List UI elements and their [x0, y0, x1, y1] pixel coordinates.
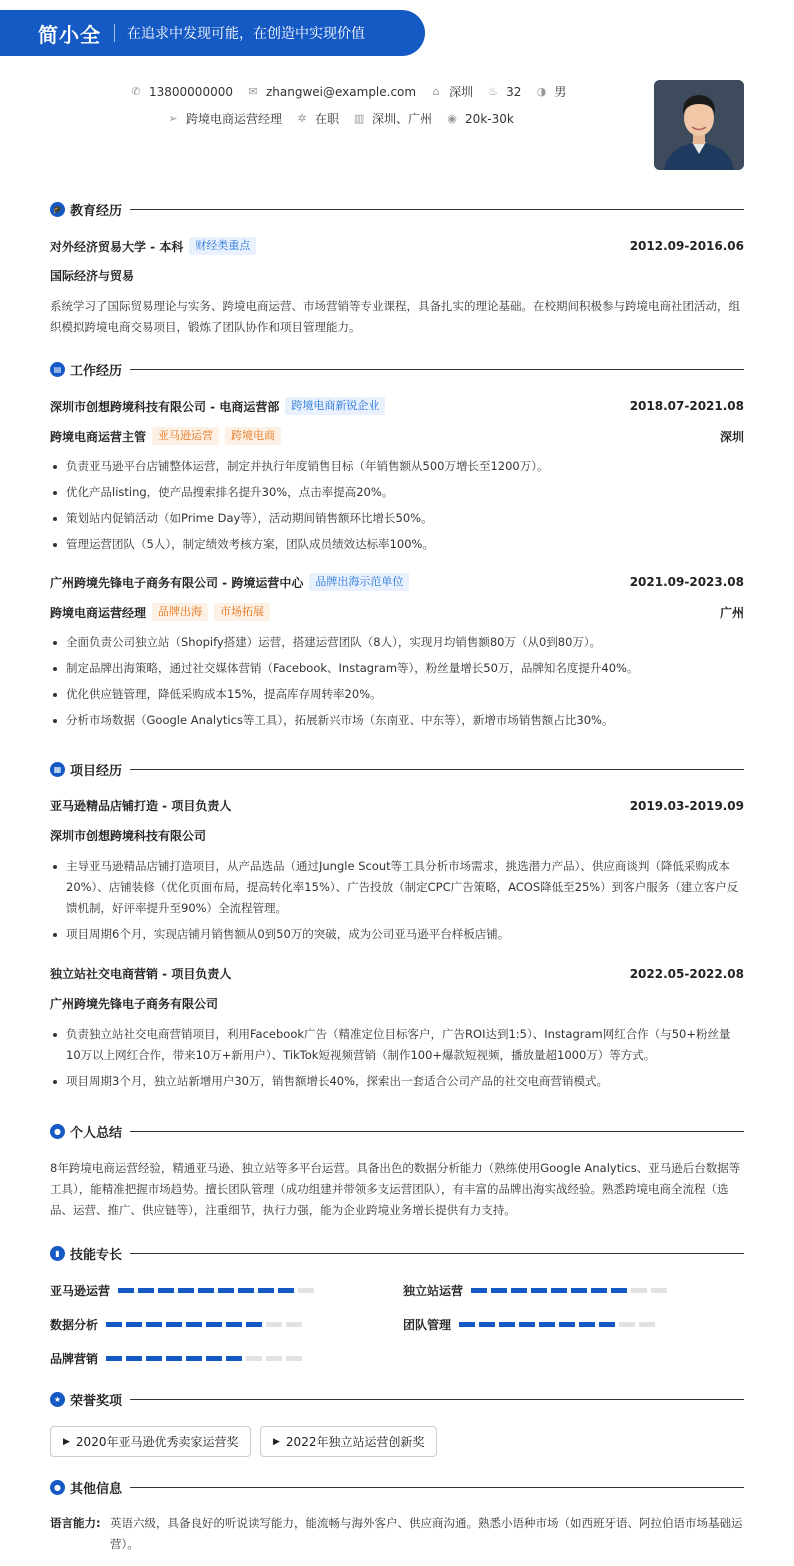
list-item: 项目周期6个月，实现店铺月销售额从0到50万的突破，成为公司亚马逊平台样板店铺。 — [50, 924, 744, 945]
gear-icon: ✲ — [297, 112, 307, 125]
skill-segment-empty — [631, 1288, 647, 1293]
list-item: 策划站内促销活动（如Prime Day等），活动期间销售额环比增长50%。 — [50, 508, 744, 529]
section-divider — [130, 369, 744, 370]
skill-segment-filled — [206, 1322, 222, 1327]
project-2-bullets — [50, 1024, 744, 1097]
medal-icon: ★ — [50, 1392, 65, 1407]
major: 国际经济与贸易 — [50, 269, 135, 283]
language-label: 语言能力: — [50, 1516, 101, 1530]
award-card: ▶ 2022年独立站运营创新奖 — [260, 1426, 437, 1457]
avatar — [654, 80, 744, 170]
list-item: 优化供应链管理，降低采购成本15%，提高库存周转率20%。 — [50, 684, 744, 705]
major-row — [50, 267, 744, 284]
skill-segment-filled — [471, 1288, 487, 1293]
work-2-bullets — [50, 632, 744, 736]
section-work: ▤ 工作经历 — [50, 359, 744, 379]
skill-segment-filled — [258, 1288, 274, 1293]
skill-segment-filled — [126, 1356, 142, 1361]
skill-segment-empty — [266, 1356, 282, 1361]
skill-segment-filled — [519, 1322, 535, 1327]
city-item: ⌂ 深圳 — [430, 83, 473, 100]
list-item: 分析市场数据（Google Analytics等工具），拓展新兴市场（东南亚、中东等），新增市场销售额占比30%。 — [50, 710, 744, 731]
list-item: 项目周期3个月，独立站新增用户30万，销售额增长40%，探索出一套适合公司产品的社交电商营销模式。 — [50, 1071, 744, 1092]
building-icon: ▥ — [353, 112, 365, 125]
project-1-company-row: 深圳市创想跨境科技有限公司 — [50, 829, 207, 843]
skill-row: 团队管理 — [403, 1316, 659, 1333]
contact-row-2 — [167, 110, 528, 127]
skill-level-bar — [106, 1322, 306, 1327]
graduation-cap-icon: 🎓 — [50, 202, 65, 217]
skill-segment-empty — [246, 1356, 262, 1361]
skill-segment-filled — [479, 1322, 495, 1327]
skill-row: 数据分析 — [50, 1316, 306, 1333]
education-description: 系统学习了国际贸易理论与实务、跨境电商运营、市场营销等专业课程，具备扎实的理论基础。在校期间积极参与跨境电商社团活动，组织模拟跨境电商交易项目，锻炼了团队协作和项目管理能力。 — [50, 299, 740, 334]
education-header-row — [50, 237, 744, 255]
skill-segment-filled — [186, 1322, 202, 1327]
skill-segment-filled — [599, 1322, 615, 1327]
phone-item: ✆ 13800000000 — [131, 84, 233, 99]
language-row — [50, 1513, 744, 1555]
skill-segment-filled — [198, 1288, 214, 1293]
work-2-role-row: 跨境电商运营经理 品牌出海 市场拓展 广州 — [50, 605, 744, 620]
skill-level-bar — [459, 1322, 659, 1327]
skill-segment-filled — [238, 1288, 254, 1293]
skill-segment-filled — [459, 1322, 475, 1327]
skill-segment-filled — [146, 1322, 162, 1327]
cake-icon: ♨ — [488, 85, 499, 98]
user-icon: ● — [50, 1480, 65, 1495]
skill-segment-filled — [611, 1288, 627, 1293]
list-item: 制定品牌出海策略，通过社交媒体营销（Facebook、Instagram等），粉丝量增长50万，品牌知名度提升40%。 — [50, 658, 744, 679]
skill-row: 品牌营销 — [50, 1350, 306, 1367]
skill-segment-filled — [246, 1322, 262, 1327]
skill-segment-filled — [591, 1288, 607, 1293]
award-card: ▶ 2020年亚马逊优秀卖家运营奖 — [50, 1426, 251, 1457]
skill-segment-filled — [226, 1322, 242, 1327]
education-date: 2012.09-2016.06 — [629, 239, 744, 253]
candidate-motto: 在追求中发现可能，在创造中实现价值 — [127, 26, 365, 42]
skill-segment-filled — [186, 1356, 202, 1361]
home-icon: ⌂ — [432, 85, 440, 98]
project-2-company-row: 广州跨境先锋电子商务有限公司 — [50, 997, 219, 1011]
status-item: ✲ 在职 — [297, 112, 340, 126]
phone-icon: ✆ — [131, 85, 141, 98]
skill-segment-empty — [286, 1322, 302, 1327]
project-1-header: 亚马逊精品店铺打造 - 项目负责人 2019.03-2019.09 — [50, 798, 744, 813]
section-awards: ★ 荣誉奖项 — [50, 1389, 744, 1409]
play-icon: ▶ — [63, 1436, 70, 1447]
skill-row: 亚马逊运营 — [50, 1282, 318, 1299]
section-divider — [130, 1487, 744, 1488]
summary-text: 8年跨境电商运营经验，精通亚马逊、独立站等多平台运营。具备出色的数据分析能力（熟练使用Google Analytics、亚马逊后台数据等工具），能精准把握市场趋势。擅长团队管理（成功组建并带领多支运营团队），有丰富的品牌出海实战经验。熟悉跨境电商全流程（选品、运营、推广、供应链等），注重细节，执行力强，能为企业跨境业务增长提供有力支持。 — [50, 1161, 741, 1217]
briefcase-icon: ▤ — [50, 362, 65, 377]
gender-icon: ◑ — [536, 85, 547, 98]
position-item: ➢ 跨境电商运营经理 — [168, 112, 283, 126]
header-banner — [0, 10, 425, 56]
skill-segment-empty — [619, 1322, 635, 1327]
skill-segment-empty — [639, 1322, 655, 1327]
skill-level-bar — [118, 1288, 318, 1293]
school-name: 对外经济贸易大学 - 本科 — [50, 239, 184, 254]
user-icon: ● — [50, 1124, 65, 1139]
candidate-name: 简小全 — [38, 22, 101, 47]
list-item: 主导亚马逊精品店铺打造项目，从产品选品（通过Jungle Scout等工具分析市场需求，挑选潜力产品）、供应商谈判（降低采购成本20%）、店铺装修（优化页面布局，提高转化率15%）、广告投放（制定CPC广告策略，ACOS降低至25%）到客户服务（建立客户反馈机制，好评率提升至90%）全流程管理。 — [50, 856, 744, 919]
skill-segment-filled — [551, 1288, 567, 1293]
section-divider — [130, 769, 744, 770]
gender-item: ◑ 男 — [536, 85, 567, 99]
avatar-portrait-icon — [654, 80, 744, 170]
skill-segment-filled — [158, 1288, 174, 1293]
work-1-header: 深圳市创想跨境科技有限公司 - 电商运营部 跨境电商新锐企业 2018.07-2021.08 — [50, 399, 744, 414]
send-icon: ➢ — [168, 112, 178, 125]
list-item: 管理运营团队（5人），制定绩效考核方案，团队成员绩效达标率100%。 — [50, 534, 744, 555]
list-item: 优化产品listing，使产品搜索排名提升30%，点击率提高20%。 — [50, 482, 744, 503]
salary-item: ◉ 20k-30k — [447, 111, 514, 126]
list-item: 负责亚马逊平台店铺整体运营，制定并执行年度销售目标（年销售额从500万增长至1200万）。 — [50, 456, 744, 477]
skill-segment-filled — [206, 1356, 222, 1361]
skill-segment-filled — [138, 1288, 154, 1293]
section-projects: ▦ 项目经历 — [50, 759, 744, 779]
school-tag: 财经类重点 — [189, 237, 256, 255]
skill-segment-empty — [298, 1288, 314, 1293]
project-2-header: 独立站社交电商营销 - 项目负责人 2022.05-2022.08 — [50, 966, 744, 981]
skill-segment-filled — [531, 1288, 547, 1293]
skill-segment-filled — [559, 1322, 575, 1327]
skill-segment-filled — [218, 1288, 234, 1293]
skill-segment-filled — [539, 1322, 555, 1327]
skill-segment-empty — [266, 1322, 282, 1327]
skill-segment-filled — [106, 1356, 122, 1361]
skill-segment-filled — [226, 1356, 242, 1361]
header-divider — [114, 24, 115, 42]
section-divider — [130, 1253, 744, 1254]
contact-row-1 — [130, 83, 580, 100]
skill-level-bar — [106, 1356, 306, 1361]
skill-segment-empty — [286, 1356, 302, 1361]
skill-segment-filled — [166, 1322, 182, 1327]
coin-icon: ◉ — [447, 112, 457, 125]
list-item: 负责独立站社交电商营销项目，利用Facebook广告（精准定位目标客户，广告ROI达到1:5）、Instagram网红合作（与50+粉丝量10万以上网红合作，带来10万+新用户）、TikTok短视频营销（制作100+爆款短视频，播放量超1000万）等方式。 — [50, 1024, 744, 1066]
mail-icon: ✉ — [248, 85, 258, 98]
skill-segment-filled — [571, 1288, 587, 1293]
skill-level-bar — [471, 1288, 671, 1293]
bar-chart-icon: ▮ — [50, 1246, 65, 1261]
skill-segment-filled — [278, 1288, 294, 1293]
play-icon: ▶ — [273, 1436, 280, 1447]
email-item: ✉ zhangwei@example.com — [248, 84, 417, 99]
section-summary: ● 个人总结 — [50, 1121, 744, 1141]
section-other: ● 其他信息 — [50, 1477, 744, 1497]
skill-segment-filled — [166, 1356, 182, 1361]
section-skills: ▮ 技能专长 — [50, 1243, 744, 1263]
skill-segment-filled — [511, 1288, 527, 1293]
grid-icon: ▦ — [50, 762, 65, 777]
skill-segment-filled — [118, 1288, 134, 1293]
work-1-role-row: 跨境电商运营主管 亚马逊运营 跨境电商 深圳 — [50, 429, 744, 444]
age-item: ♨ 32 — [488, 84, 522, 99]
work-1-bullets — [50, 456, 744, 560]
section-divider — [130, 209, 744, 210]
skill-segment-filled — [499, 1322, 515, 1327]
skill-row: 独立站运营 — [403, 1282, 671, 1299]
target-city-item: ▥ 深圳、广州 — [353, 112, 433, 126]
skill-segment-filled — [178, 1288, 194, 1293]
skill-segment-filled — [126, 1322, 142, 1327]
skill-segment-filled — [491, 1288, 507, 1293]
skill-segment-filled — [146, 1356, 162, 1361]
skill-segment-empty — [651, 1288, 667, 1293]
work-2-header: 广州跨境先锋电子商务有限公司 - 跨境运营中心 品牌出海示范单位 2021.09-2023.08 — [50, 575, 744, 590]
section-divider — [130, 1399, 744, 1400]
skill-segment-filled — [579, 1322, 595, 1327]
list-item: 全面负责公司独立站（Shopify搭建）运营，搭建运营团队（8人），实现月均销售额80万（从0到80万）。 — [50, 632, 744, 653]
project-1-bullets — [50, 856, 744, 950]
section-education: 🎓 教育经历 — [50, 199, 744, 219]
language-text: 英语六级，具备良好的听说读写能力，能流畅与海外客户、供应商沟通。熟悉小语种市场（如西班牙语、阿拉伯语市场基础运营）。 — [110, 1516, 743, 1551]
section-divider — [130, 1131, 744, 1132]
skill-segment-filled — [106, 1322, 122, 1327]
